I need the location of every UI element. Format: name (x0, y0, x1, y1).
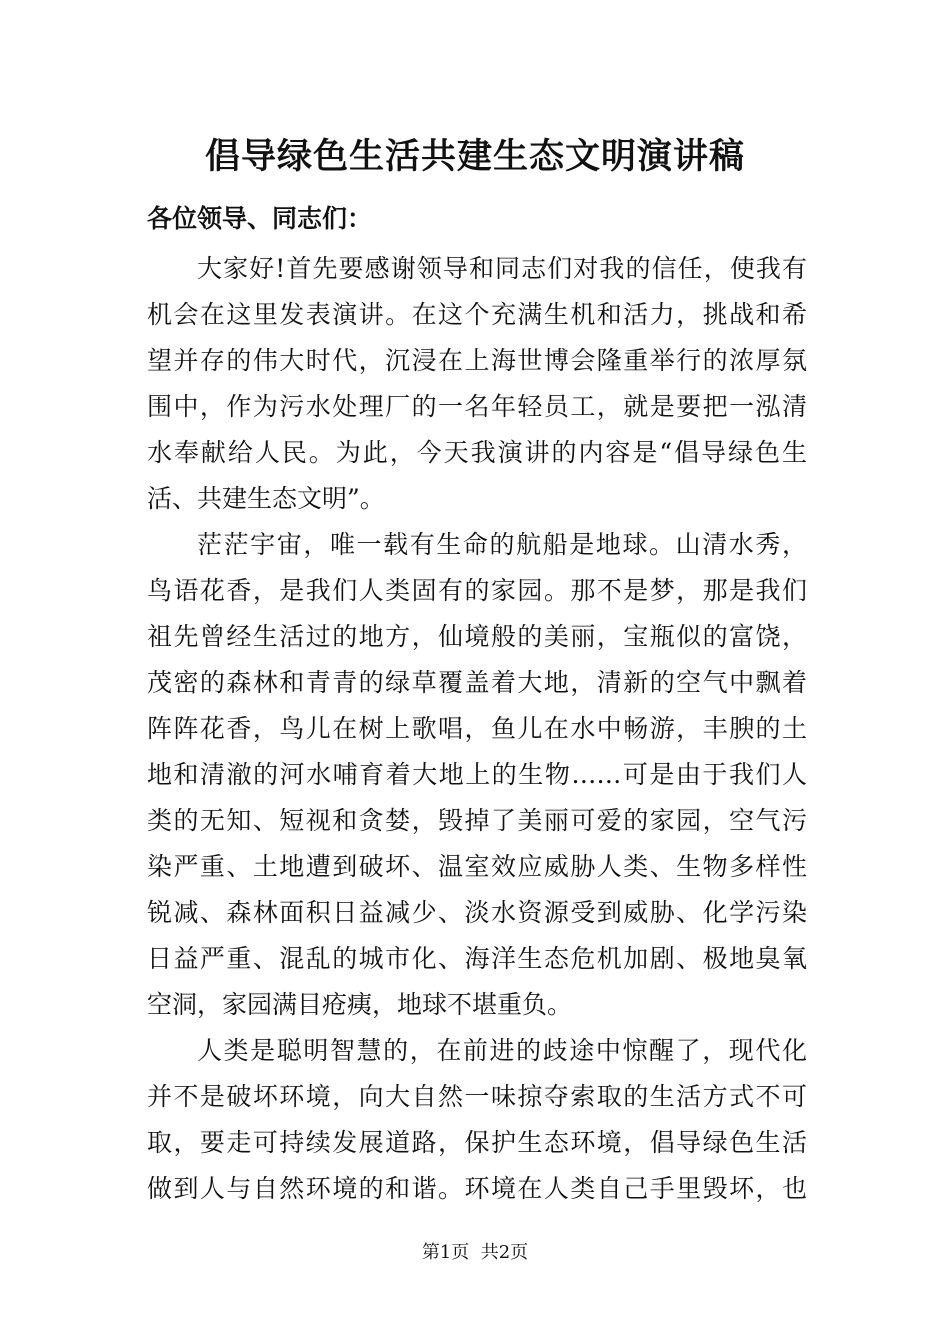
paragraph-2-line-10: 日益严重、混乱的城市化、海洋生态危机加剧、极地臭氧 (147, 944, 807, 973)
paragraph-2-line-7: 类的无知、短视和贪婪，毁掉了美丽可爱的家园，空气污 (147, 806, 807, 835)
document-title: 倡导绿色生活共建生态文明演讲稿 (204, 136, 745, 177)
paragraph-2-line-4: 茂密的森林和青青的绿草覆盖着大地，清新的空气中飘着 (147, 668, 807, 697)
paragraph-3-line-3: 取，要走可持续发展道路，保护生态环境，倡导绿色生活 (147, 1128, 807, 1157)
paragraph-3-line-1: 人类是聪明智慧的，在前进的歧途中惊醒了，现代化 (197, 1036, 807, 1065)
paragraph-1-line-6: 活、共建生态文明”。 (147, 484, 385, 513)
paragraph-2-line-5: 阵阵花香，鸟儿在树上歌唱，鱼儿在水中畅游，丰腴的土 (147, 714, 807, 743)
paragraph-2-line-8: 染严重、土地遭到破坏、温室效应威胁人类、生物多样性 (147, 852, 807, 881)
paragraph-2-line-6: 地和清澈的河水哺育着大地上的生物……可是由于我们人 (147, 760, 807, 789)
paragraph-3-line-2: 并不是破坏环境，向大自然一味掠夺索取的生活方式不可 (147, 1082, 807, 1111)
paragraph-1-line-1: 大家好!首先要感谢领导和同志们对我的信任，使我有 (197, 254, 807, 283)
paragraph-2-line-9: 锐减、森林面积日益减少、淡水资源受到威胁、化学污染 (147, 898, 807, 927)
paragraph-3-line-4: 做到人与自然环境的和谐。环境在人类自己手里毁坏，也 (147, 1174, 807, 1203)
paragraph-2-line-1: 茫茫宇宙，唯一载有生命的航船是地球。山清水秀， (197, 530, 807, 559)
salutation: 各位领导、同志们： (147, 204, 373, 233)
paragraph-2-line-2: 鸟语花香，是我们人类固有的家园。那不是梦，那是我们 (147, 576, 807, 605)
paragraph-1-line-3: 望并存的伟大时代，沉浸在上海世博会隆重举行的浓厚氛 (147, 346, 807, 375)
paragraph-2-line-3: 祖先曾经生活过的地方，仙境般的美丽，宝瓶似的富饶， (147, 622, 807, 651)
page-number-footer: 第1页 共2页 (421, 1242, 529, 1263)
paragraph-1-line-2: 机会在这里发表演讲。在这个充满生机和活力，挑战和希 (147, 300, 807, 329)
paragraph-2-line-11: 空洞，家园满目疮痍，地球不堪重负。 (147, 990, 573, 1019)
paragraph-1-line-5: 水奉献给人民。为此，今天我演讲的内容是“倡导绿色生 (147, 438, 807, 467)
paragraph-1-line-4: 围中，作为污水处理厂的一名年轻员工，就是要把一泓清 (147, 392, 807, 421)
